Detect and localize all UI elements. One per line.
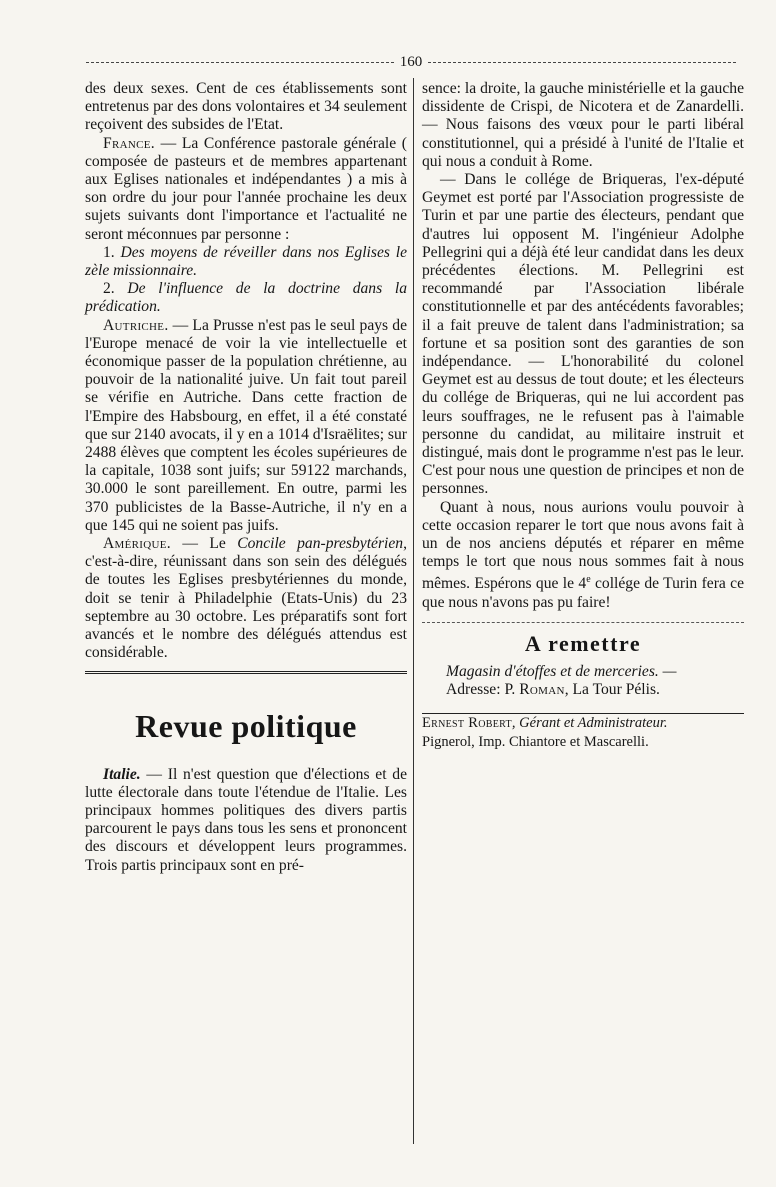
right-column: [422, 80, 744, 751]
list-item-2-text: De l'influence de la doctrine dans la prédication.: [85, 280, 407, 316]
page-number: 160: [399, 53, 423, 70]
column-divider: [413, 78, 414, 1144]
turin-paragraph: [422, 499, 744, 612]
amerique-label: Amérique.: [103, 535, 171, 553]
italie-continued-paragraph: sence: la droite, la gauche ministérielle et la gauche dissidente de Crispi, de Nicotera et de Zanardelli. — Nous faisons des vœux pour le parti libéral constitutionnel, qui a présidé à l'unité de l'Italie et qui nous a conduit à Rome.: [422, 80, 744, 170]
amerique-italic: Concile pan-presbytérien: [237, 535, 404, 553]
section-divider: [85, 671, 407, 674]
left-column: [85, 80, 407, 875]
ad-address-suffix: , La Tour Pélis.: [564, 681, 660, 699]
autriche-label: Autriche.: [103, 316, 169, 334]
ad-title: A remettre: [524, 631, 642, 657]
autriche-text: — La Prusse n'est pas le seul pays de l'Europe menacé de voir la vie intellectuelle et économique passer de la population chrétienne, au pouvoir de la nationalité juive. Un fait tout pareil se vérifie en Autriche. Dans cette fraction de l'Empire des Habsbourg, en effet, il a été constaté que sur 2140 avocats, il y en a 1014 d'Israëlites; sur 2488 élèves que comptent les écoles supérieures de la capitale, 1038 sont juifs; sur 59122 marchands, 30.000 le sont pareillement. En outre, parmi les 370 publicistes de la Basse-Autriche, il n'y en a que 145 qui ne soient pas juifs.: [85, 316, 407, 534]
autriche-paragraph: [85, 317, 407, 535]
list-item-2: [85, 280, 407, 316]
footer-manager-role: , Gérant et Administrateur.: [511, 715, 668, 732]
intro-paragraph: des deux sexes. Cent de ces établissements sont entretenus par des dons volontaires et 34 seulement reçoivent des subsides de l'Etat.: [85, 80, 407, 134]
footer-manager-name: Ernest Robert: [422, 715, 512, 732]
turin-superscript: e: [586, 574, 591, 586]
list-item-2-number: 2.: [103, 280, 115, 298]
page-header: [86, 52, 736, 72]
ad-address-name: Roman: [519, 681, 565, 699]
italie-paragraph: [85, 766, 407, 875]
amerique-text: , c'est-à-dire, réunissant dans son sein des délégués de toutes les Eglises presbytériennes du monde, doit se tenir à Philadelphie (Etats-Unis) du 23 septembre au 30 octobre. Les préparatifs sont fort avancés et le nombre des délégués attendus est considérable.: [85, 535, 407, 662]
header-rule-left: [86, 62, 394, 63]
turin-text-end: collége de Turin fera ce que nous n'avons pas pu faire!: [422, 575, 744, 611]
italie-label: Italie.: [103, 765, 141, 783]
italie-text: — Il n'est question que d'élections et de lutte électorale dans toute l'étendue de l'Italie. Les principaux hommes politiques des divers partis parcourent le pays dans tous les sens et prononcent des discours et développent leurs programmes. Trois partis principaux sont en pré-: [85, 765, 407, 874]
turin-text-start: Quant à nous, nous aurions voulu pouvoir à cette occasion reparer le tort que nous avons fait à un de nos anciens députés et réparer en même temps le tort que nous nous sommes fait à nous mêmes. Espérons que le 4: [422, 498, 744, 593]
ad-line-shop: Magasin d'étoffes et de merceries. —: [446, 663, 677, 681]
amerique-paragraph: [85, 535, 407, 662]
list-item-1: [85, 244, 407, 280]
revue-politique-heading: Revue politique: [135, 707, 357, 744]
footer-manager: [422, 714, 744, 732]
ad-divider-top: [422, 622, 744, 623]
france-paragraph: [85, 135, 407, 244]
header-rule-right: [428, 62, 736, 63]
ad-line-address: [422, 681, 744, 699]
france-label: France.: [103, 134, 155, 152]
list-item-1-number: 1.: [103, 243, 115, 261]
briqueras-paragraph: — Dans le collége de Briqueras, l'ex-député Geymet est porté par l'Association progressiste de Turin et par une partie des électeurs, pendant que d'autres lui opposent M. l'ingénieur Adolphe Pellegrini qui a déjà été leur candidat dans les deux précédentes élections. M. Pellegrini est recommandé par l'Association libérale constitutionnelle et par des antécédents favorables; il a fait preuve de talent dans l'administration; sa fortune et sa position sont des garanties de son indépendance. — L'honorabilité du colonel Geymet est au dessus de tout doute; et les électeurs du collége de Briqueras, qui ne lui accordent pas leurs souffrages, ne le refusent pas à l'aimable personne du candidat, au militaire instruit et distingué, mais dont le programme n'est pas le leur. C'est pour nous une question de principes et non de personnes.: [422, 171, 744, 498]
ad-address-prefix: Adresse: P.: [446, 681, 520, 699]
list-item-1-text: Des moyens de réveiller dans nos Eglises le zèle missionnaire.: [85, 243, 407, 280]
footer-printer: Pignerol, Imp. Chiantore et Mascarelli.: [422, 733, 649, 750]
advertisement: [422, 631, 744, 699]
amerique-dash: — Le: [170, 535, 238, 553]
france-text: — La Conférence pastorale générale ( composée de pasteurs et de membres appartenant aux Eglises nationales et indépendantes ) a mis à son ordre du jour pour l'année prochaine les deux sujets suivants dont l'importance et l'actualité ne seront méconnues par personne :: [85, 134, 407, 243]
